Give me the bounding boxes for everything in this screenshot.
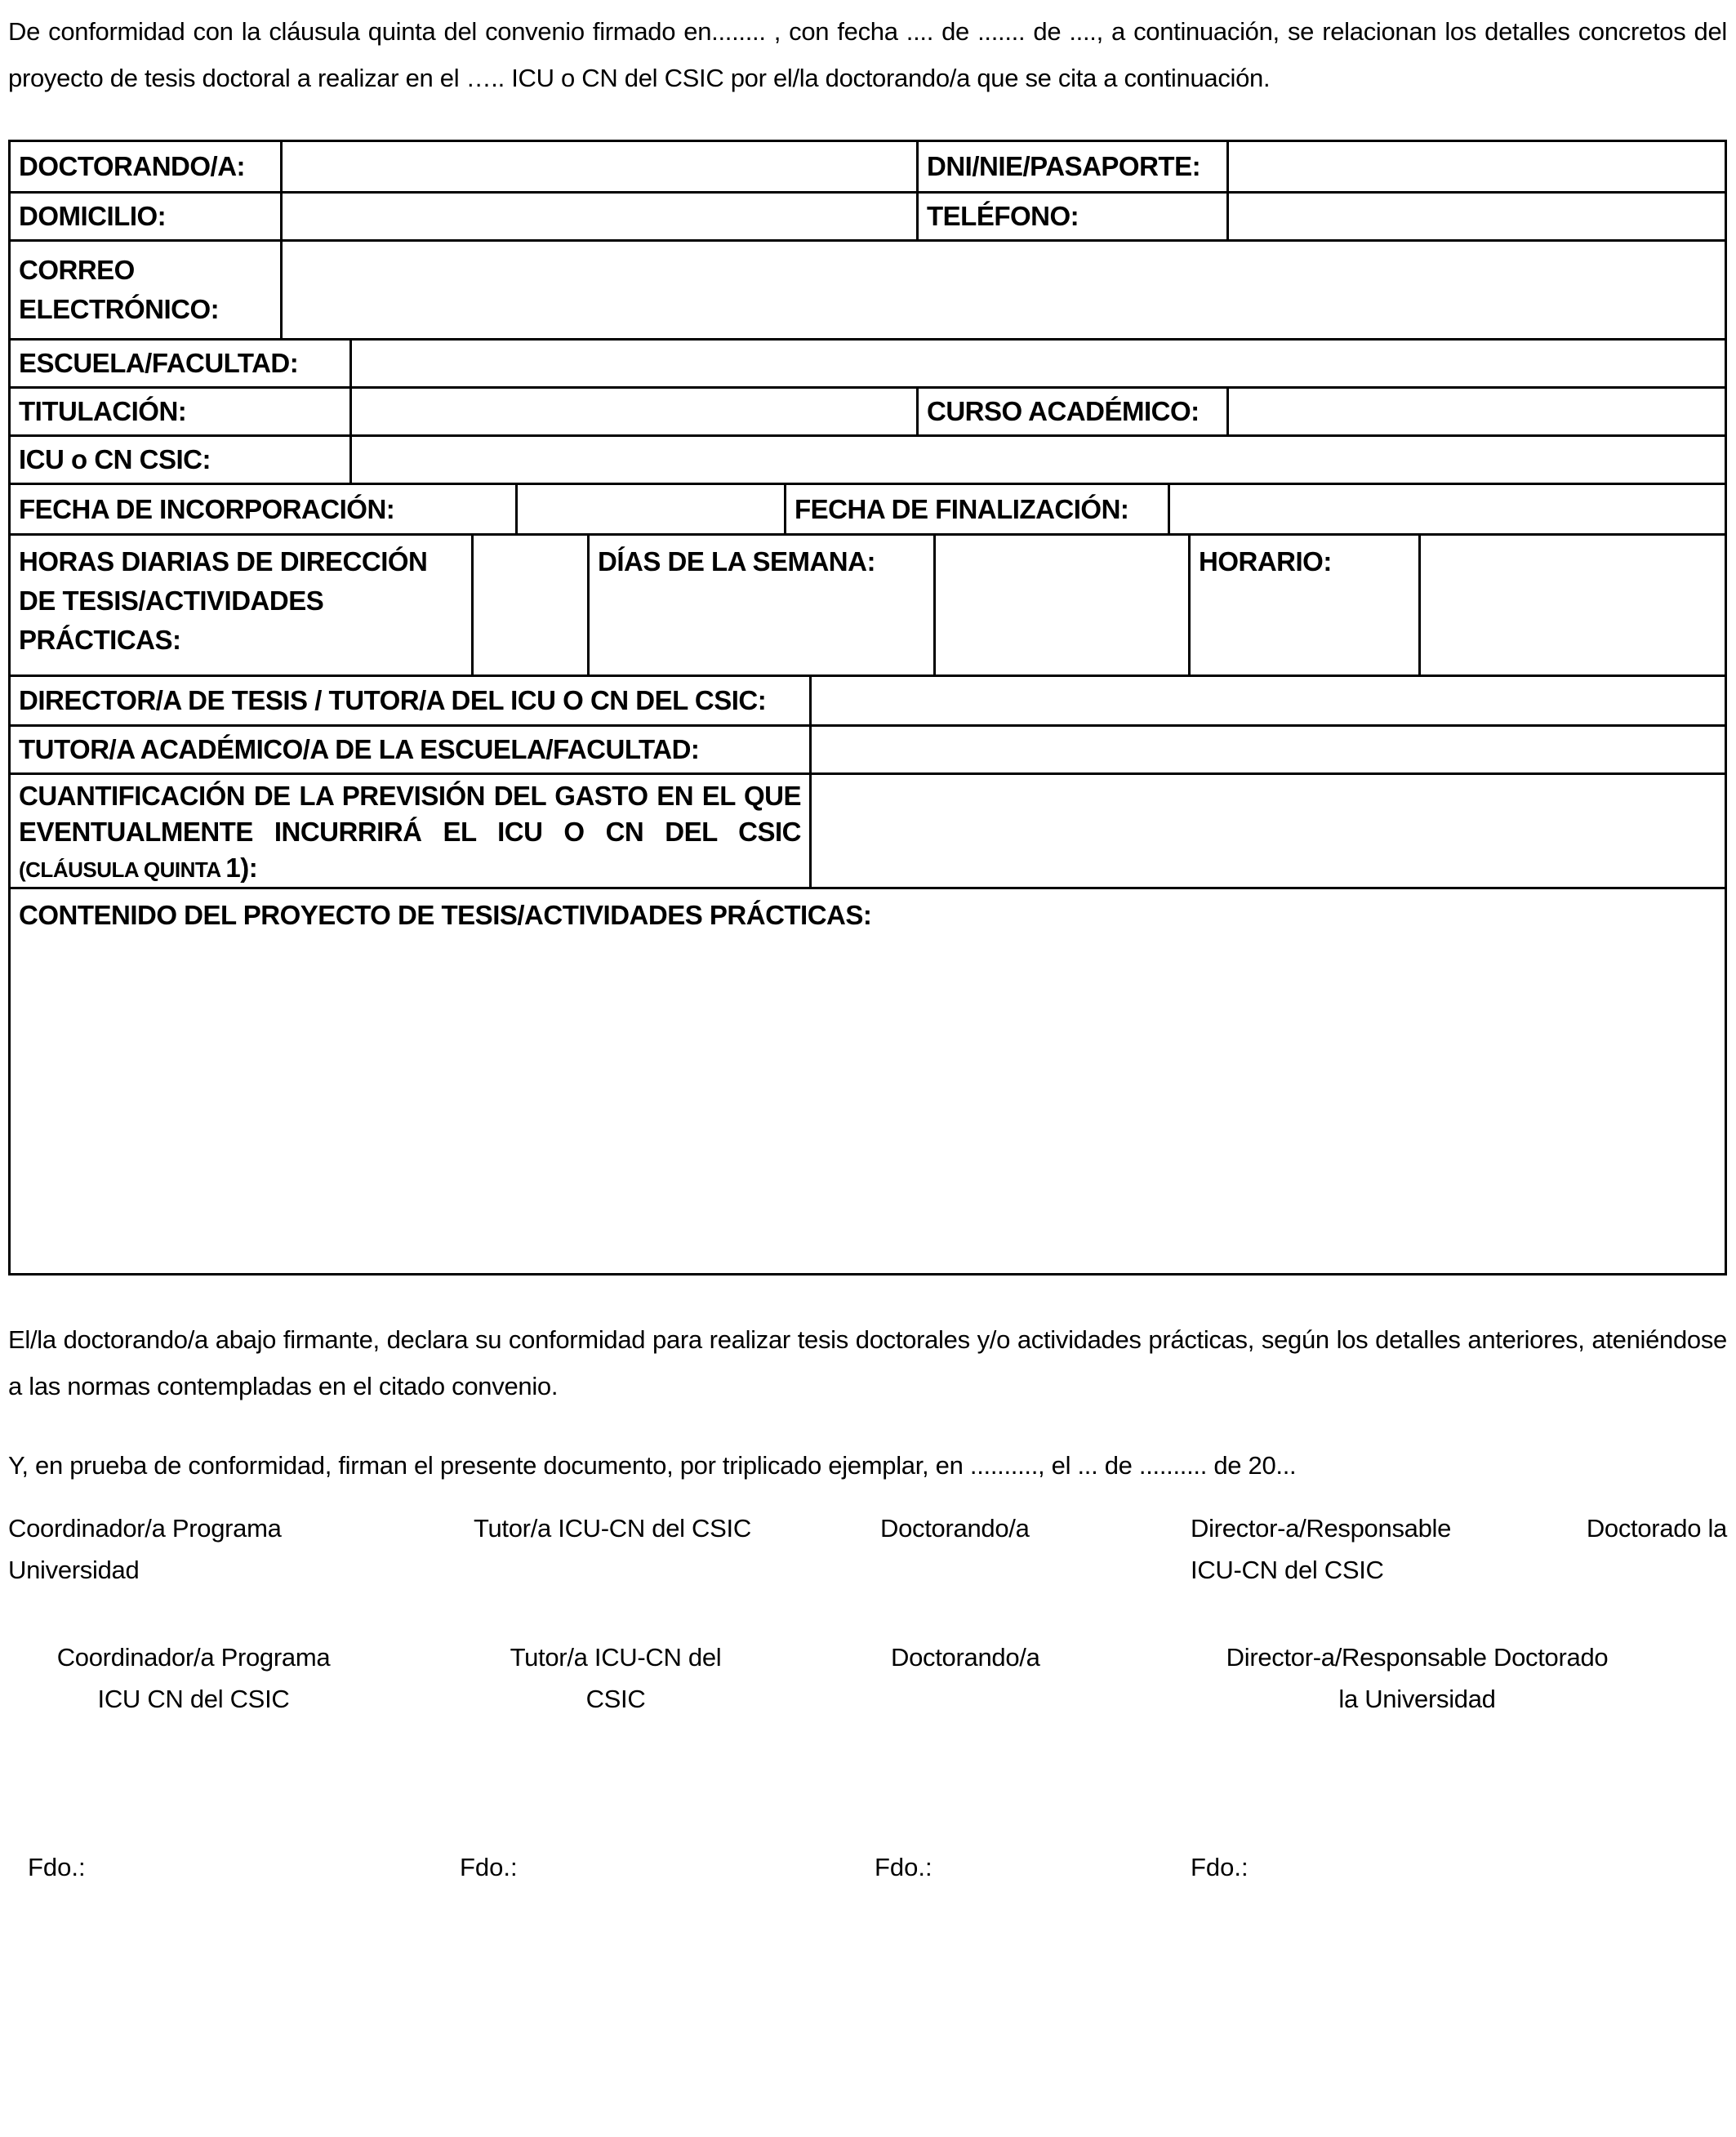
doctorando-label-cell [11, 142, 283, 191]
field-dias[interactable] [936, 536, 1191, 674]
signing-statement: Y, en prueba de conformidad, firman el presente documento, por triplicado ejemplar, en .........., el ... de .......... de 20... [8, 1451, 1297, 1480]
director-label: DIRECTOR/A DE TESIS / TUTOR/A DEL ICU O CN DEL CSIC: [19, 685, 767, 715]
row-escuela [11, 341, 1725, 389]
sig2-c2-line1: Tutor/a ICU-CN del [510, 1643, 722, 1672]
field-director[interactable] [812, 677, 1725, 724]
thesis-form-table [8, 140, 1727, 1276]
horas-label-cell [11, 536, 474, 674]
field-tutor-academico[interactable] [812, 727, 1725, 772]
field-domicilio[interactable] [283, 194, 919, 239]
field-fecha-finalizacion[interactable] [1170, 485, 1725, 533]
row-tutor-academico [11, 727, 1725, 775]
field-titulacion[interactable] [352, 389, 919, 434]
icu-label-cell [11, 437, 352, 483]
sig1-c2-line1: Tutor/a ICU-CN del CSIC [474, 1514, 751, 1543]
field-cuantificacion[interactable] [812, 775, 1725, 887]
fdo-label-4: Fdo.: [1191, 1853, 1249, 1881]
fdo-label-1: Fdo.: [28, 1853, 86, 1881]
signature-row-2 [8, 1636, 1727, 1720]
row-domicilio [11, 194, 1725, 242]
row-titulacion [11, 389, 1725, 437]
sig1-coordinador-universidad [8, 1507, 351, 1591]
sig1-c4-line1-right: Doctorado la [1586, 1514, 1727, 1543]
sig2-c1-line2: ICU CN del CSIC [97, 1685, 290, 1713]
row-cuantificacion [11, 775, 1725, 889]
fecha-incorporacion-label: FECHA DE INCORPORACIÓN: [19, 493, 395, 524]
fdo-row [8, 1844, 1727, 1890]
telefono-label: TELÉFONO: [927, 201, 1079, 231]
field-fecha-incorporacion[interactable] [518, 485, 786, 533]
declaration-paragraph: El/la doctorando/a abajo firmante, declara su conformidad para realizar tesis doctorales y/o actividades prácticas, según los detalles anteriores, ateniéndose a las normas contempladas en el citado convenio. [8, 1325, 1727, 1400]
telefono-label-cell [919, 194, 1229, 239]
icu-label: ICU o CN CSIC: [19, 444, 211, 474]
escuela-label: ESCUELA/FACULTAD: [19, 348, 299, 378]
row-doctorando [11, 142, 1725, 194]
row-correo [11, 242, 1725, 341]
sig2-c4-line1: Director-a/Responsable Doctorado [1226, 1643, 1609, 1672]
field-horas[interactable] [474, 536, 590, 674]
field-doctorando[interactable] [283, 142, 919, 191]
intro-paragraph: De conformidad con la cláusula quinta del convenio firmado en........ , con fecha .... de ....... de ...., a continuación, se relacionan los detalles concretos del proyecto de tesis doctoral a realizar en el ….. ICU o CN del CSIC por el/la doctorando/a que se cita a continuación. [8, 17, 1727, 92]
field-escuela[interactable] [352, 341, 1725, 386]
sig2-c1-line1: Coordinador/a Programa [56, 1643, 331, 1672]
row-fechas [11, 485, 1725, 536]
cuantificacion-label: CUANTIFICACIÓN DE LA PREVISIÓN DEL GASTO EN EL QUE EVENTUALMENTE INCURRIRÁ EL ICU O CN DEL CSIC [19, 781, 801, 847]
field-dni[interactable] [1229, 142, 1725, 191]
fecha-finalizacion-label-cell [786, 485, 1170, 533]
sig1-c1-line2: Universidad [8, 1556, 140, 1584]
director-label-cell [11, 677, 812, 724]
cuantificacion-label-small: (CLÁUSULA QUINTA [19, 857, 226, 882]
signature-row-1 [8, 1507, 1727, 1591]
domicilio-label: DOMICILIO: [19, 201, 167, 231]
fecha-incorporacion-label-cell [11, 485, 518, 533]
tutor-academico-label: TUTOR/A ACADÉMICO/A DE LA ESCUELA/FACULTAD: [19, 734, 700, 764]
curso-label-cell [919, 389, 1229, 434]
dni-label-cell [919, 142, 1229, 191]
sig1-c4-line2: ICU-CN del CSIC [1191, 1556, 1384, 1584]
row-horario [11, 536, 1725, 677]
sig2-c4-line2: la Universidad [1338, 1685, 1496, 1713]
cuantificacion-label-tail: 1): [225, 853, 258, 883]
field-telefono[interactable] [1229, 194, 1725, 239]
row-director [11, 677, 1725, 727]
sig2-c2-line2: CSIC [585, 1685, 646, 1713]
sig1-c4-line1 [1191, 1507, 1727, 1549]
correo-label-cell [11, 242, 283, 338]
sig2-director-responsable [1154, 1636, 1680, 1720]
sig2-c3-line1: Doctorando/a [891, 1643, 1040, 1672]
fecha-finalizacion-label: FECHA DE FINALIZACIÓN: [795, 493, 1129, 524]
field-icu[interactable] [352, 437, 1725, 483]
field-contenido[interactable] [11, 889, 1725, 1273]
contenido-label: CONTENIDO DEL PROYECTO DE TESIS/ACTIVIDADES PRÁCTICAS: [19, 900, 872, 930]
field-horario[interactable] [1421, 536, 1725, 674]
doctorando-label: DOCTORANDO/A: [19, 151, 246, 181]
fdo-label-2: Fdo.: [460, 1853, 518, 1881]
sig1-c3-line1: Doctorando/a [880, 1514, 1030, 1543]
sig2-tutor-icu-cn [444, 1636, 787, 1720]
dias-label: DÍAS DE LA SEMANA: [598, 546, 875, 577]
sig1-c4-line1-left: Director-a/Responsable [1191, 1514, 1452, 1543]
row-icu [11, 437, 1725, 485]
sig1-c1-line1: Coordinador/a Programa [8, 1514, 282, 1543]
cuantificacion-label-cell [11, 775, 812, 887]
dni-label: DNI/NIE/PASAPORTE: [927, 151, 1201, 181]
titulacion-label: TITULACIÓN: [19, 396, 187, 426]
horario-label: HORARIO: [1199, 546, 1332, 577]
escuela-label-cell [11, 341, 352, 386]
field-curso[interactable] [1229, 389, 1725, 434]
sig1-director-responsable [1191, 1507, 1727, 1591]
sig2-doctorando [891, 1636, 1087, 1678]
domicilio-label-cell [11, 194, 283, 239]
sig1-tutor-icu-cn [474, 1507, 833, 1549]
tutor-academico-label-cell [11, 727, 812, 772]
sig1-doctorando [880, 1507, 1076, 1549]
correo-label: CORREO ELECTRÓNICO: [19, 255, 220, 324]
titulacion-label-cell [11, 389, 352, 434]
row-contenido [11, 889, 1725, 1273]
dias-label-cell [590, 536, 936, 674]
horario-label-cell [1191, 536, 1421, 674]
curso-label: CURSO ACADÉMICO: [927, 396, 1200, 426]
fdo-label-3: Fdo.: [875, 1853, 933, 1881]
horas-label: HORAS DIARIAS DE DIRECCIÓN DE TESIS/ACTIVIDADES PRÁCTICAS: [19, 546, 428, 655]
field-correo[interactable] [283, 242, 1725, 338]
sig2-coordinador-icu [14, 1636, 373, 1720]
